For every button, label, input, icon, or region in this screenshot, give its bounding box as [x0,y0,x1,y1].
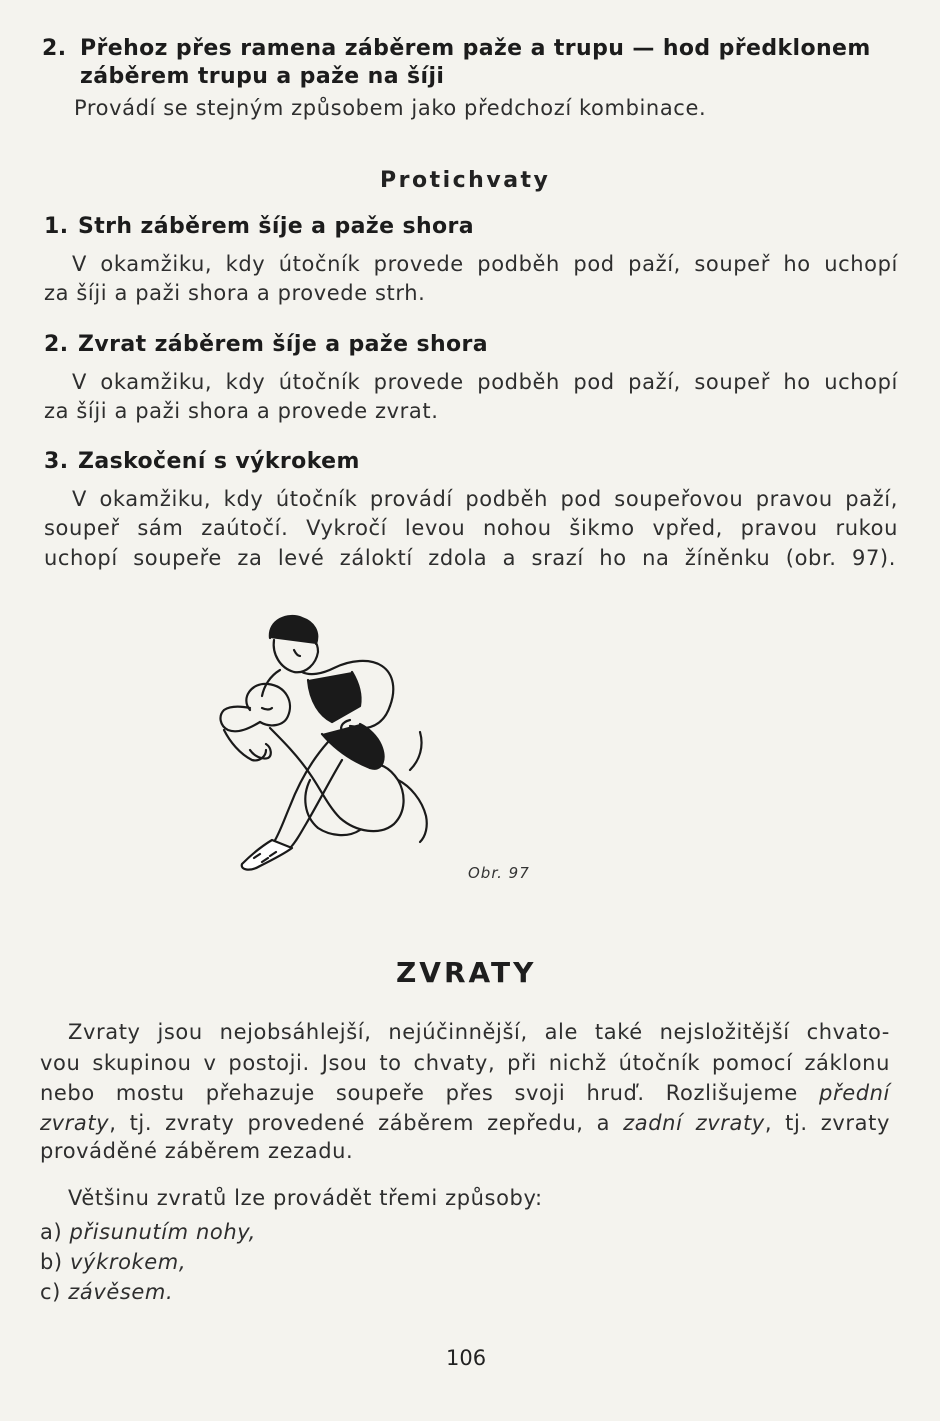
item-number: 2. [44,332,69,357]
list-item: a) přisunutím nohy, [40,1220,256,1244]
item-text-line: za šíji a paži shora a provede zvrat. [44,399,439,423]
section-title: ZVRATY [396,956,537,989]
heading-text: Provádí se stejným způsobem jako předchozí kombinace. [74,96,707,120]
heading-line-2: záběrem trupu a paže na šíji [80,64,445,89]
paragraph-line: vou skupinou v postoji. Jsou to chvaty, při nichž útočník pomocí záklonu [40,1051,890,1075]
paragraph-line: Zvraty jsou nejobsáhlejší, nejúčinnější, ale také nejsložitější chvato- [68,1020,890,1044]
heading-line-1: Přehoz přes ramena záběrem paže a trupu — hod předklonem [80,36,871,61]
paragraph-line: nebo mostu přehazuje soupeře přes svoji hruď. Rozlišujeme přední [40,1081,890,1105]
heading-number: 2. [42,36,67,61]
item-text-line: uchopí soupeře za levé záloktí zdola a srazí ho na žíněnku (obr. 97). [44,546,896,570]
item-title: Zaskočení s výkrokem [78,449,360,474]
page-number: 106 [446,1346,487,1370]
paragraph-line: zvraty, tj. zvraty provedené záběrem zepředu, a zadní zvraty, tj. zvraty [40,1111,890,1135]
wrestlers-illustration [210,610,450,890]
subsection-title: Protichvaty [380,168,551,193]
emphasis: přední [819,1081,890,1105]
paragraph-line: Většinu zvratů lze provádět třemi způsoby: [68,1186,543,1210]
item-text-line: soupeř sám zaútočí. Vykročí levou nohou šikmo vpřed, pravou rukou [44,516,898,540]
paragraph-line: prováděné záběrem zezadu. [40,1139,354,1163]
item-title: Zvrat záběrem šíje a paže shora [78,332,489,357]
emphasis: zvraty [40,1111,110,1135]
figure-caption: Obr. 97 [468,864,530,882]
item-text-line: V okamžiku, kdy útočník provede podběh pod paží, soupeř ho uchopí [72,370,898,394]
item-title: Strh záběrem šíje a paže shora [78,214,475,239]
emphasis: zadní zvraty [623,1111,765,1135]
list-item: b) výkrokem, [40,1250,187,1274]
item-text-line: V okamžiku, kdy útočník provede podběh pod paží, soupeř ho uchopí [72,252,898,276]
item-number: 1. [44,214,69,239]
item-text-line: za šíji a paži shora a provede strh. [44,281,426,305]
list-item: c) závěsem. [40,1280,174,1304]
item-text-line: V okamžiku, kdy útočník provádí podběh pod soupeřovou pravou paží, [72,487,898,511]
item-number: 3. [44,449,69,474]
